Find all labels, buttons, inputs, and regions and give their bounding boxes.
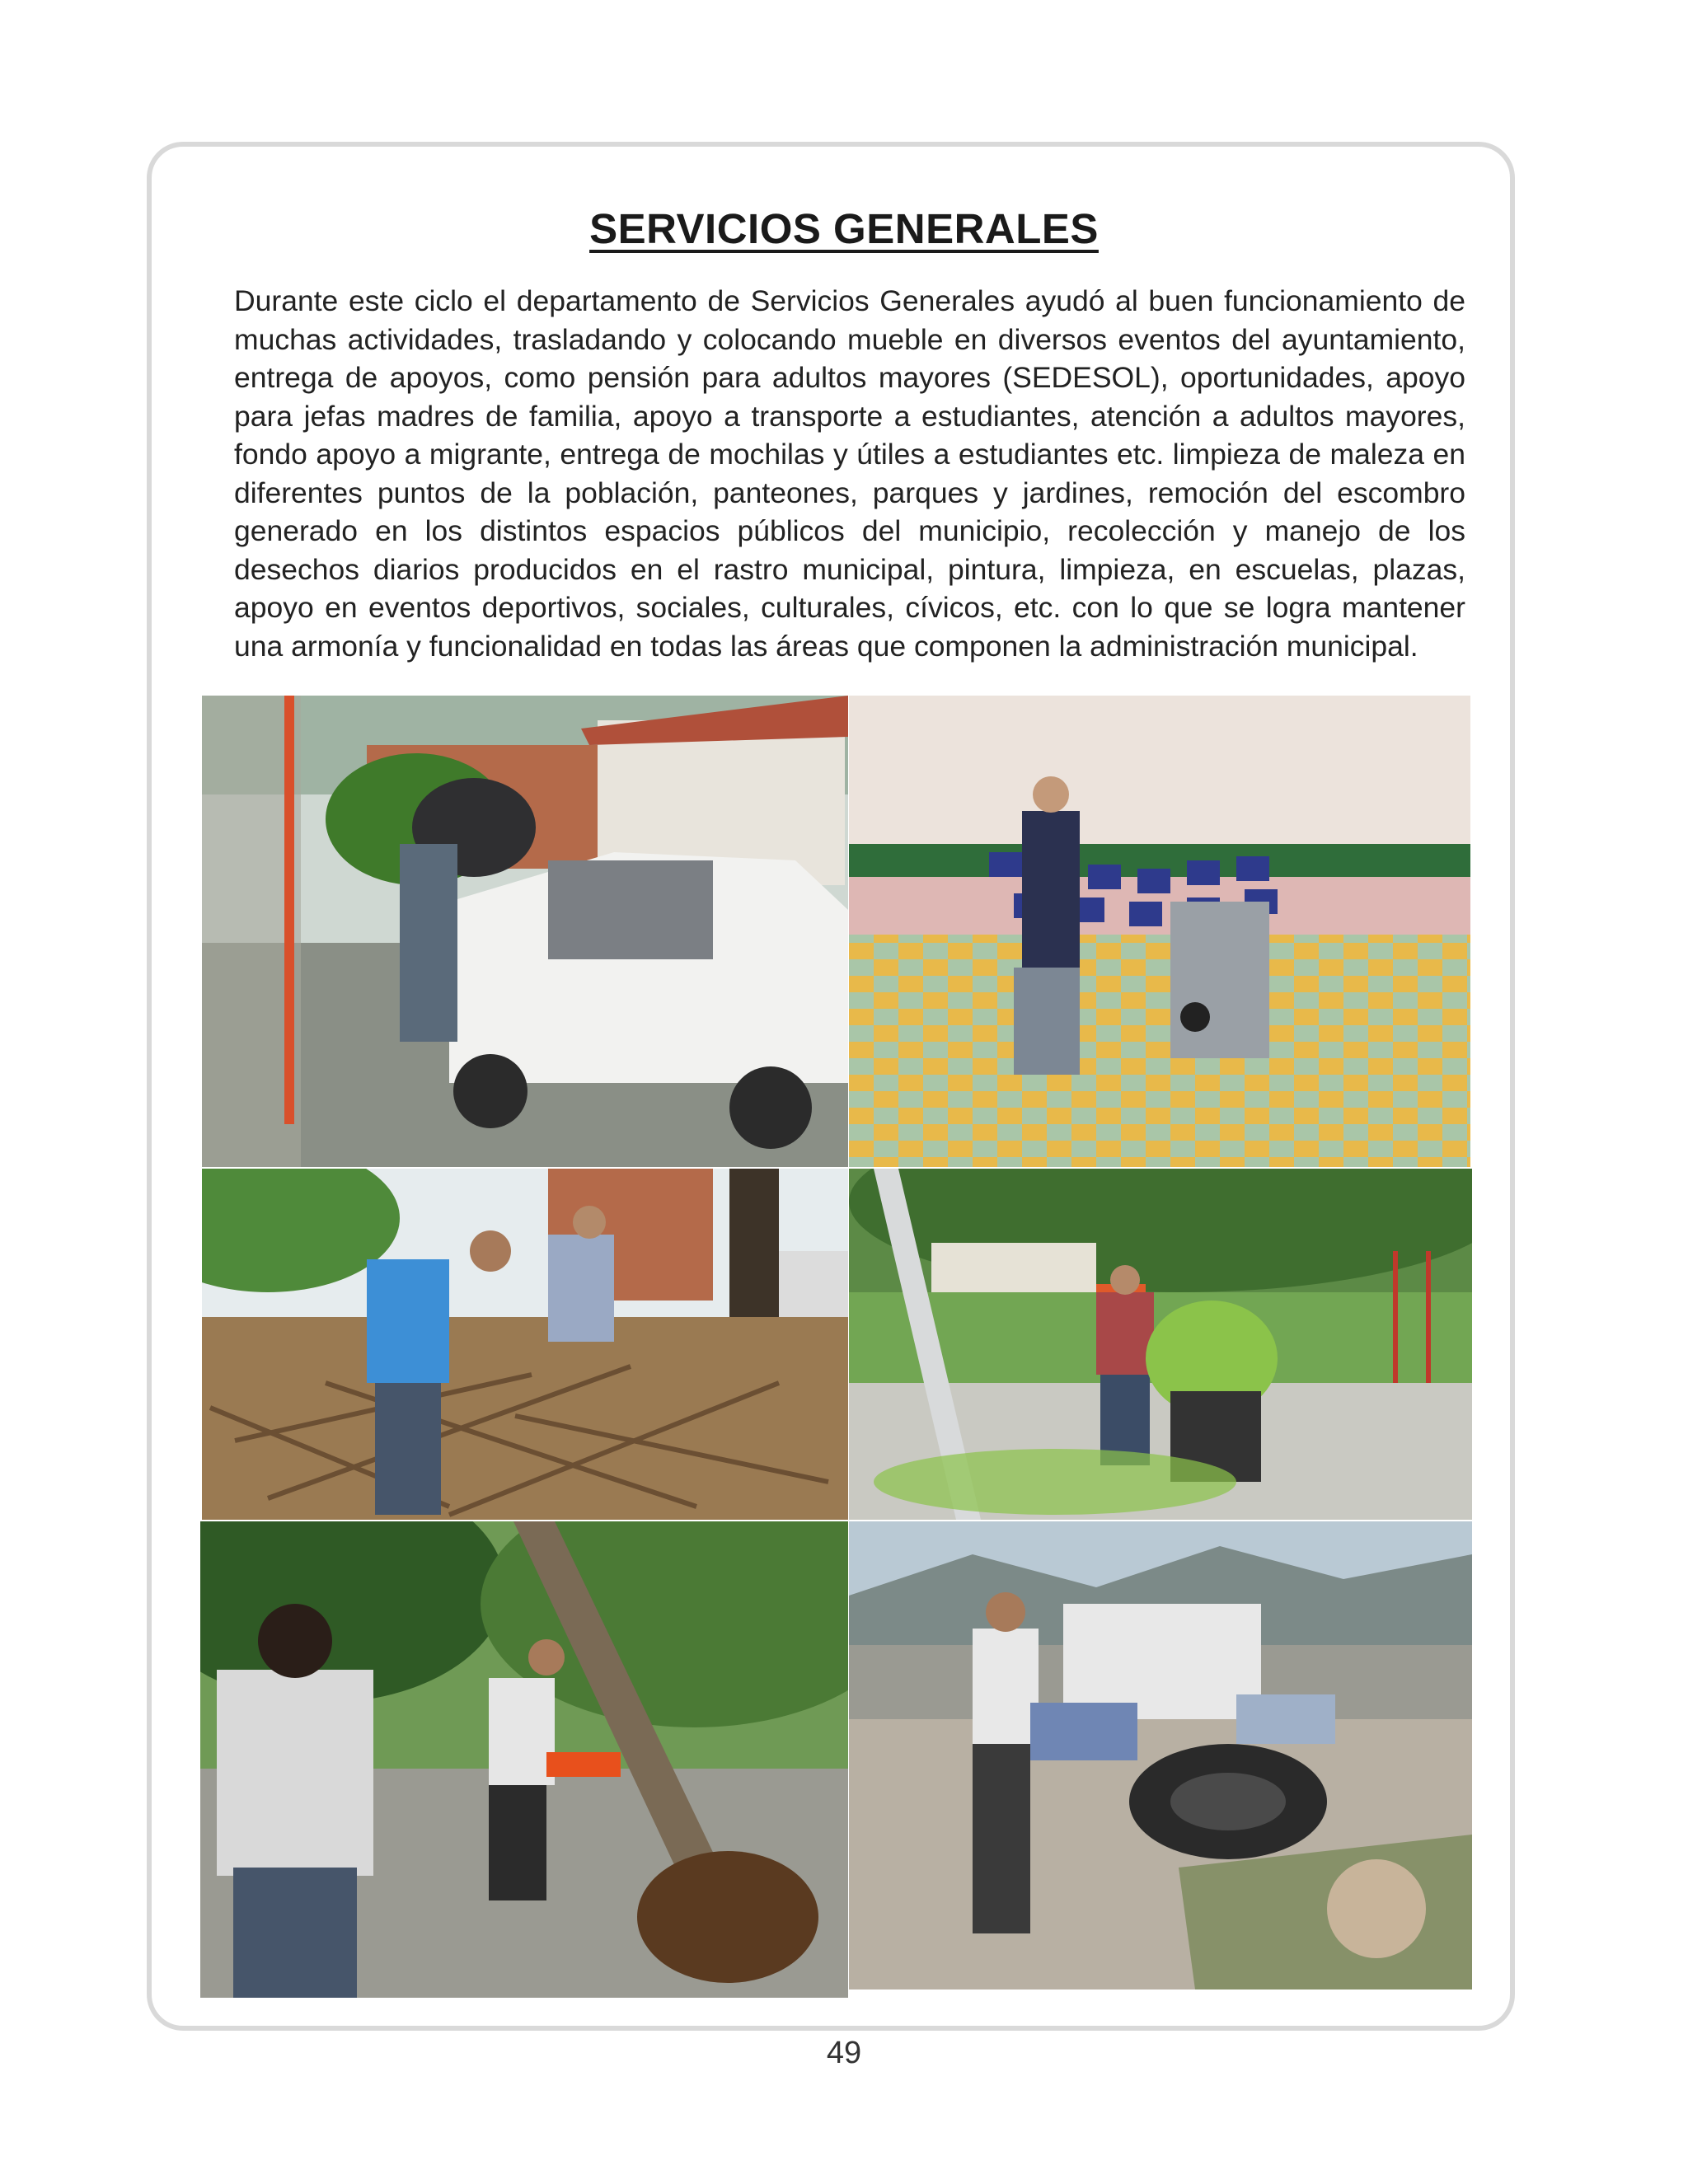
photo-truck-loading-branches [202, 696, 848, 1167]
photo-chainsaw-fallen-tree [200, 1521, 848, 1998]
page-title: SERVICIOS GENERALES [589, 205, 1099, 252]
photo-moving-chairs-hall [849, 696, 1470, 1167]
intro-paragraph: Durante este ciclo el departamento de Servicios Generales ayudó al buen funcionamiento de muchas actividades, trasladando y colocando mueble en diversos eventos del ayuntamiento, entrega de apoyos, como pensión para adultos mayores (SEDESOL), oportunidades, apoyo para jefas madres de familia, apoyo a transporte a estudiantes, atención a adultos mayores, fondo apoyo a migrante, entrega de mochilas y útiles a estudiantes etc. limpieza de maleza en diferentes puntos de la población, panteones, parques y jardines, remoción del escombro generado en los distintos espacios públicos del municipio, recolección y manejo de los desechos diarios producidos en el rastro municipal, pintura, limpieza, en escuelas, plazas, apoyo en eventos deportivos, sociales, culturales, cívicos, etc. con lo que se logra mantener una armonía y funcionalidad en todas las áreas que componen la administración municipal. [234, 284, 1465, 663]
photo-bagging-green-clippings [849, 1169, 1472, 1520]
photo-moving-tractor-tire [849, 1521, 1472, 1990]
photo-clearing-brush-pile [202, 1169, 848, 1520]
page-number: 49 [826, 2036, 862, 2070]
